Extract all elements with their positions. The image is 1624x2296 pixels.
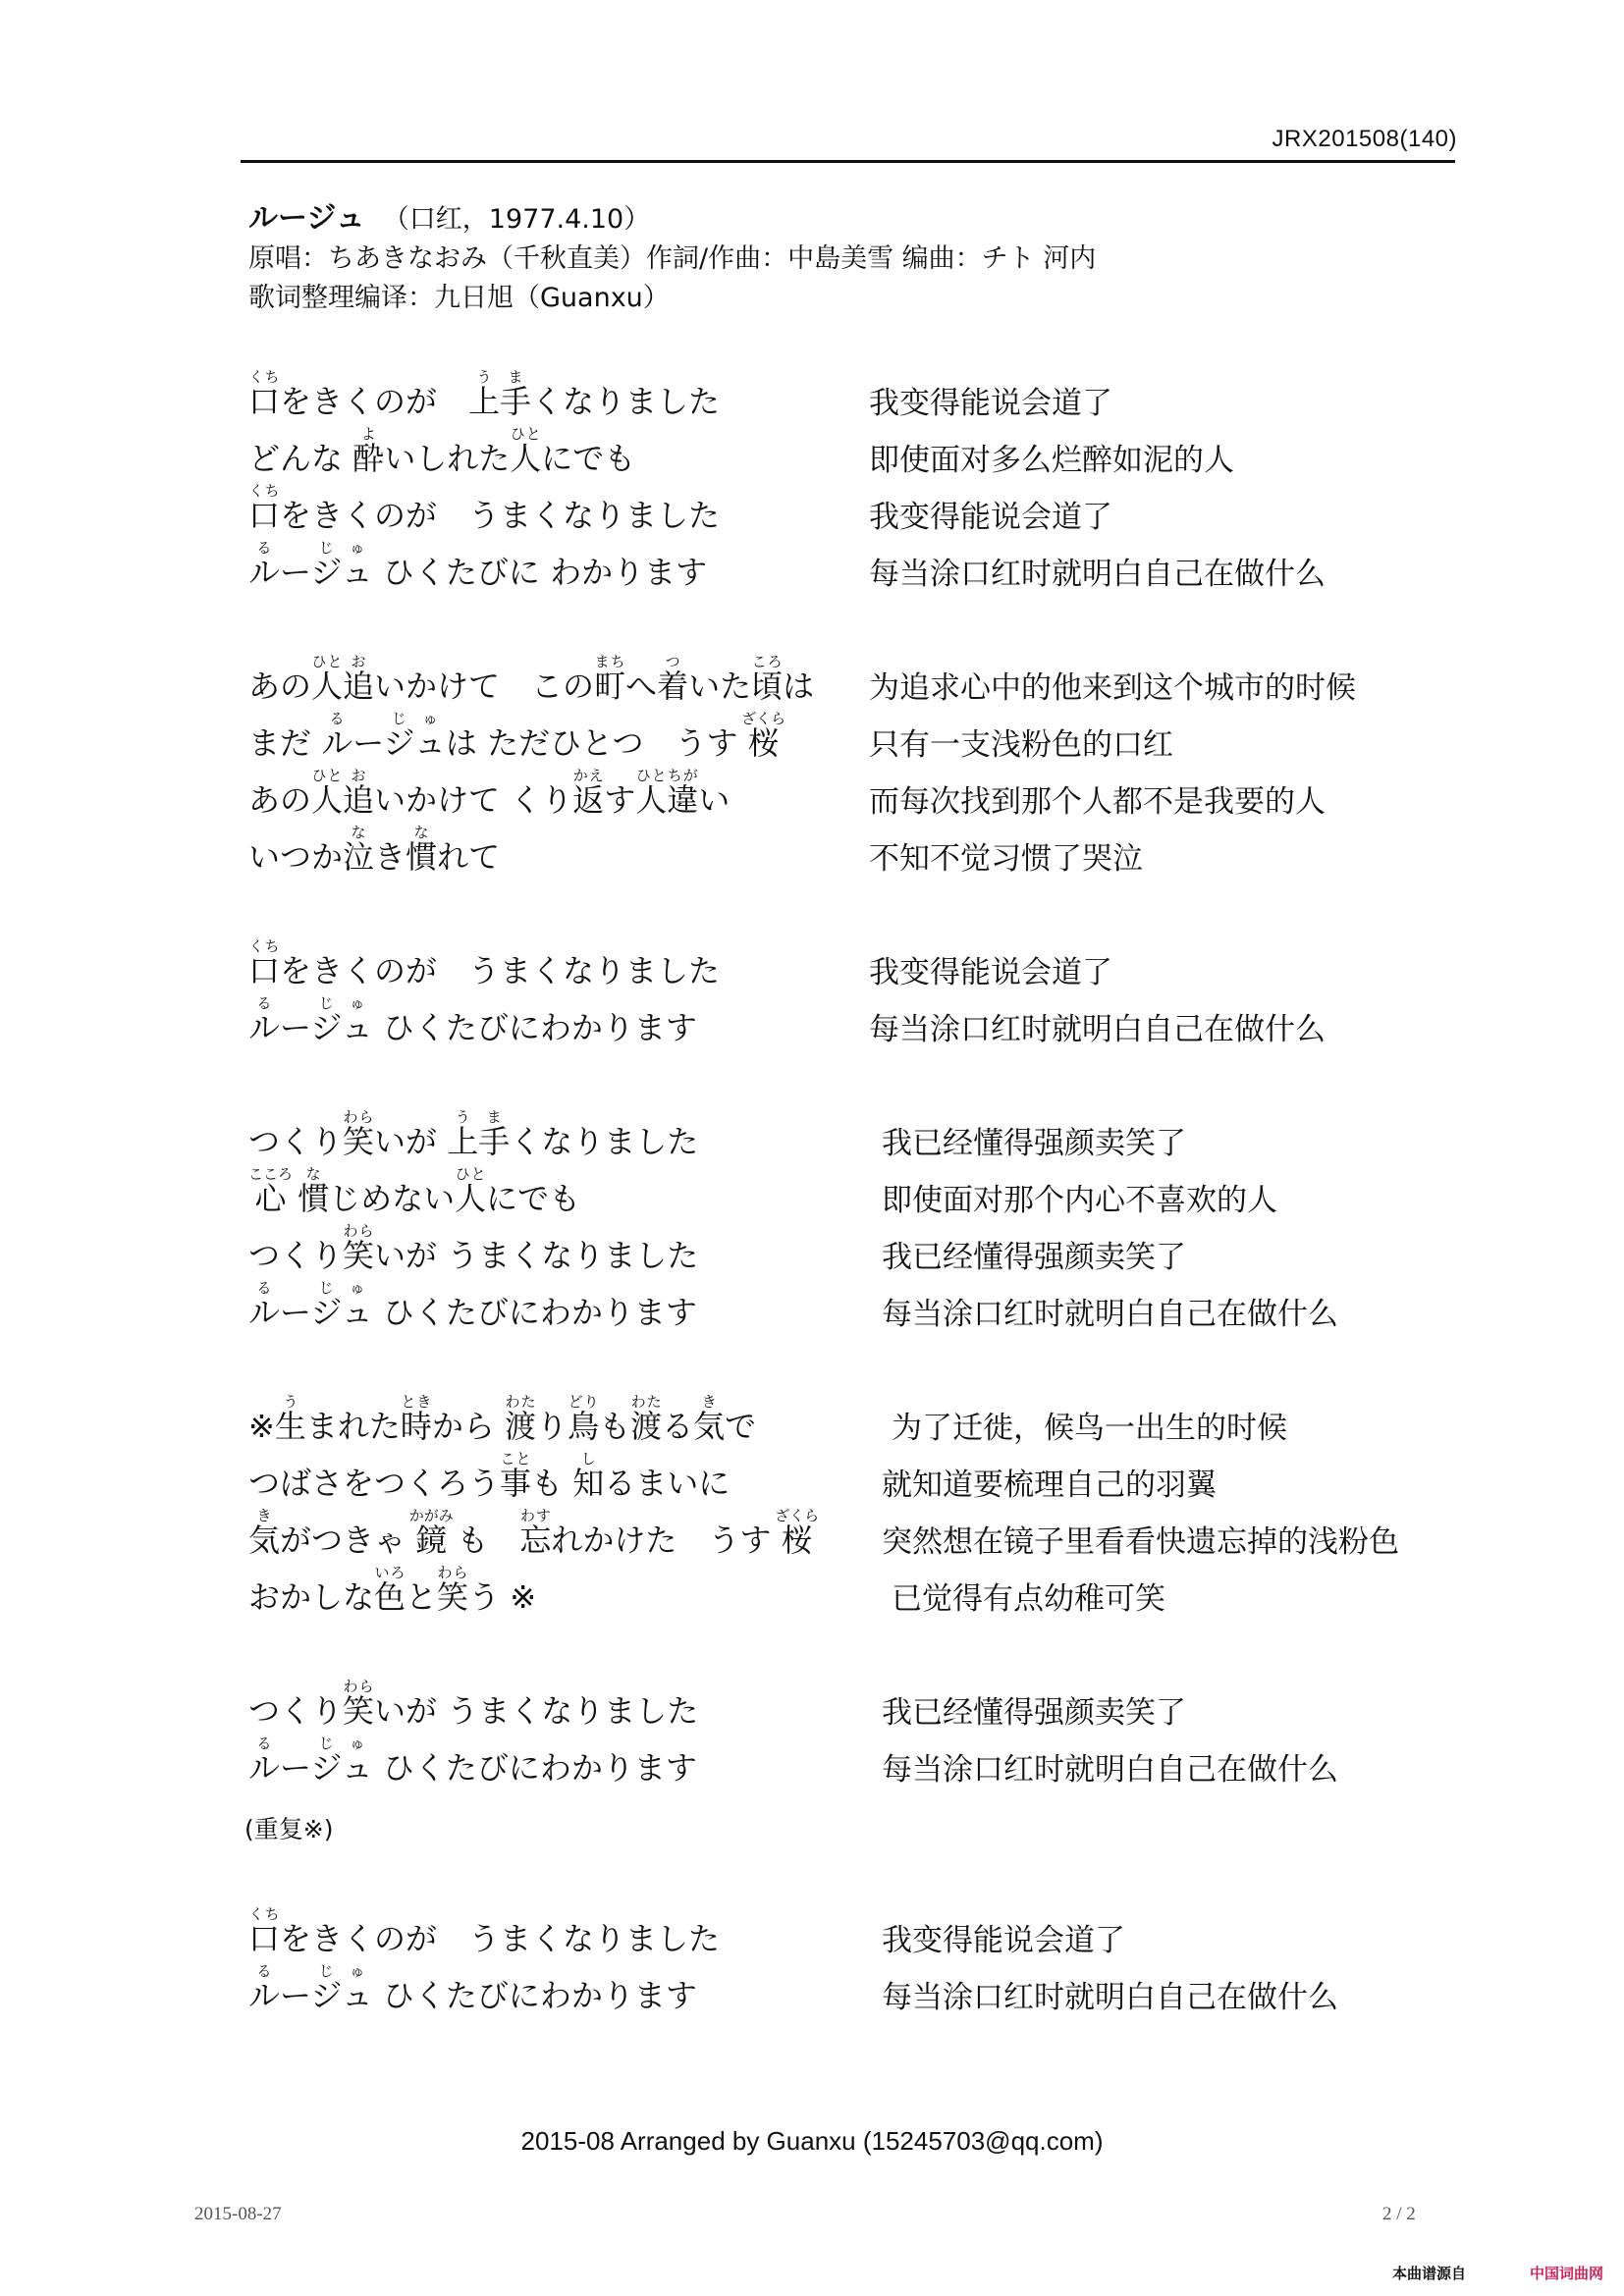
lyric-chinese: 突然想在镜子里看看快遗忘掉的浅粉色 (882, 1524, 1399, 1560)
lyric-japanese: まだ ルージュる じゅは ただひとつ うす 桜ざくら (248, 710, 786, 762)
lyric-chinese: 即使面对那个内心不喜欢的人 (882, 1183, 1277, 1218)
lyric-japanese: つくり笑わらいが うまくなりました (248, 1222, 699, 1274)
lyric-line (248, 1393, 1466, 1453)
lyric-chinese: 每当涂口红时就明白自己在做什么 (869, 1012, 1326, 1047)
lyric-japanese: ルージュる じゅ ひくたびにわかります (248, 1735, 697, 1787)
lyric-line (248, 824, 1466, 883)
lyric-line (248, 1678, 1466, 1737)
lyric-japanese: ルージュる じゅ ひくたびに わかります (248, 539, 708, 591)
lyric-line (248, 1222, 1466, 1282)
source-site-link[interactable]: 中国词曲网 (1530, 2265, 1604, 2282)
lyric-chinese: 已觉得有点幼稚可笑 (892, 1581, 1165, 1617)
lyric-line (248, 1450, 1466, 1510)
lyric-line (248, 539, 1466, 599)
lyric-chinese: 就知道要梳理自己的羽翼 (882, 1468, 1217, 1503)
lyrics-body (244, 368, 1466, 2022)
document-id: JRX201508(140) (1272, 126, 1457, 152)
lyric-line (248, 425, 1466, 485)
lyric-chinese: 而每次找到那个人都不是我要的人 (869, 784, 1326, 820)
lyric-chinese: 我已经懂得强颜卖笑了 (882, 1695, 1186, 1731)
lyric-chinese: 不知不觉习惯了哭泣 (869, 841, 1143, 877)
lyric-chinese: 每当涂口红时就明白自己在做什么 (882, 1752, 1338, 1788)
lyric-japanese: ルージュる じゅ ひくたびにわかります (248, 1279, 697, 1331)
stanza-gap (248, 1624, 1466, 1681)
stanza-gap (248, 1339, 1466, 1396)
lyric-japanese: ルージュる じゅ ひくたびにわかります (248, 1962, 697, 2014)
lyric-chinese: 我变得能说会道了 (869, 955, 1112, 990)
lyric-japanese: つくり笑わらいが うまくなりました (248, 1678, 699, 1730)
song-header (248, 199, 1096, 318)
lyric-japanese: どんな 酔よいしれた人ひとにでも (248, 425, 636, 477)
lyric-line (248, 1564, 1466, 1624)
lyric-japanese: つくり笑わらいが 上手うまくなりました (248, 1108, 699, 1160)
lyric-japanese: ルージュる じゅ ひくたびにわかります (248, 994, 697, 1046)
lyric-japanese: 口くちをきくのが うまくなりました (248, 937, 721, 989)
lyric-line (248, 1507, 1466, 1567)
source-label: 本曲谱源自 (1392, 2265, 1467, 2282)
lyric-japanese: あの人ひと追おいかけて この町まちへ着ついた頃ころは (248, 653, 815, 705)
page-number: 2 / 2 (1382, 2204, 1416, 2224)
stanza-gap (248, 1851, 1466, 1908)
lyric-japanese: 心こころ 慣なじめない人ひとにでも (248, 1165, 581, 1217)
lyric-line (248, 1905, 1466, 1965)
lyric-japanese: 口くちをきくのが 上手うまくなりました (248, 368, 721, 420)
lyric-chinese: 我变得能说会道了 (869, 386, 1112, 421)
lyric-line (248, 1165, 1466, 1225)
lyric-line (248, 937, 1466, 997)
lyric-line (248, 482, 1466, 542)
lyric-japanese: ※生うまれた時ときから 渡わたり鳥どりも渡わたる気きで (248, 1393, 757, 1445)
song-title-info: （口红，1977.4.10） (382, 204, 651, 235)
repeat-note (244, 1794, 1466, 1851)
lyric-chinese: 每当涂口红时就明白自己在做什么 (869, 557, 1326, 592)
song-credits: 原唱：ちあきなおみ（千秋直美）作詞/作曲：中島美雪 编曲：チト 河内 (248, 243, 1097, 274)
lyric-line (248, 1737, 1466, 1794)
lyric-japanese: いつか泣なき慣なれて (248, 824, 501, 876)
title-row (248, 199, 1096, 240)
stanza-gap (248, 883, 1466, 940)
arranger-credit: 2015-08 Arranged by Guanxu (15245703@qq.com) (520, 2126, 1104, 2156)
lyric-chinese: 我变得能说会道了 (882, 1923, 1125, 1958)
lyric-chinese: 我已经懂得强颜卖笑了 (882, 1240, 1186, 1275)
lyric-line (248, 653, 1466, 713)
lyric-japanese: つばさをつくろう事ことも 知しるまいに (248, 1450, 731, 1502)
lyric-chinese: 每当涂口红时就明白自己在做什么 (882, 1297, 1338, 1332)
song-title: ルージュ (248, 201, 365, 236)
stanza-gap (248, 599, 1466, 656)
lyric-chinese: 每当涂口红时就明白自己在做什么 (882, 1980, 1338, 2015)
lyric-line (248, 994, 1466, 1054)
lyric-japanese: おかしな色いろと笑わらう ※ (248, 1564, 537, 1616)
lyric-chinese: 我变得能说会道了 (869, 500, 1112, 535)
lyric-line (248, 1962, 1466, 2022)
stanza-gap (248, 1054, 1466, 1111)
lyric-line (248, 368, 1466, 428)
lyric-line (248, 710, 1466, 770)
print-date: 2015-08-27 (194, 2204, 282, 2224)
lyric-chinese: 为追求心中的他来到这个城市的时候 (869, 670, 1356, 706)
lyric-japanese: 口くちをきくのが うまくなりました (248, 1905, 721, 1957)
lyric-chinese: 即使面对多么烂醉如泥的人 (869, 443, 1234, 478)
translator-credit: 歌词整理编译：九日旭（Guanxu） (248, 283, 670, 313)
lyric-chinese: 只有一支浅粉色的口红 (869, 727, 1173, 763)
header-divider (241, 160, 1455, 163)
lyric-chinese: 为了迁徙，候鸟一出生的时候 (892, 1411, 1287, 1446)
repeat-note-text: (重复※) (244, 1815, 334, 1843)
lyric-japanese: あの人ひと追おいかけて くり返かえす人違ひとちがい (248, 767, 731, 819)
lyric-line (248, 767, 1466, 827)
lyric-line (248, 1108, 1466, 1168)
lyric-japanese: 気きがつきゃ 鏡かがみ も 忘わすれかけた うす 桜ざくら (248, 1507, 820, 1559)
lyric-japanese: 口くちをきくのが うまくなりました (248, 482, 721, 534)
lyric-line (248, 1279, 1466, 1339)
lyric-chinese: 我已经懂得强颜卖笑了 (882, 1126, 1186, 1161)
